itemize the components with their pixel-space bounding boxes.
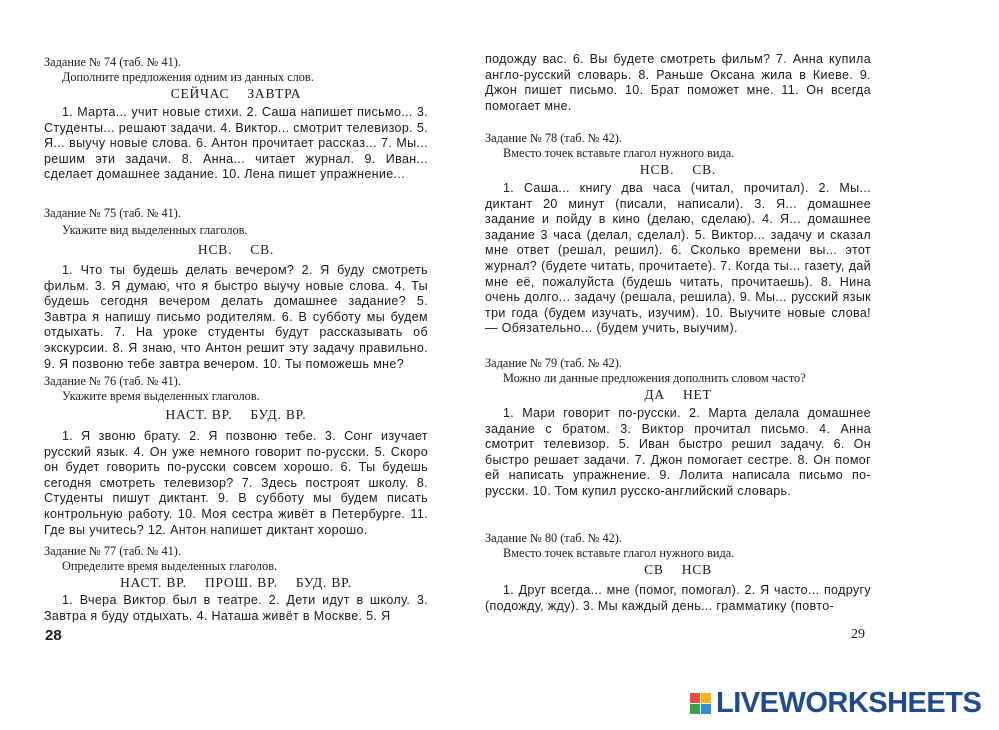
page-number-left: 28 [45,627,62,644]
option-words [44,406,428,423]
option-word: ДА [644,387,665,402]
option-word: НАСТ. ВР. [120,575,187,590]
option-words [44,574,428,591]
option-word: СВ. [692,162,717,177]
exercise-header: Задание № 77 (таб. № 41). [44,544,181,558]
right-page [485,0,871,650]
option-word: ЗАВТРА [247,86,302,101]
left-page [44,0,428,650]
exercise-header: Задание № 74 (таб. № 41). [44,55,181,69]
logo-square [701,704,711,714]
exercise-74 [44,54,428,183]
option-word: БУД. ВР. [295,575,352,590]
exercise-instruction: Дополните предложения одним из данных слов. [62,70,314,84]
exercise-79 [485,355,871,500]
option-words [485,561,871,578]
exercise-header: Задание № 78 (таб. № 42). [485,131,622,145]
option-word: СВ. [250,242,275,257]
option-word: НСВ. [639,162,675,177]
exercise-instruction: Вместо точек вставьте глагол нужного вида. [503,146,735,160]
exercise-instruction: Определите время выделенных глаголов. [62,559,278,573]
exercise-text: 1. Я звоню брату. 2. Я позвоню тебе. 3. Сонг изучает русский язык. 4. Он уже немного говорит по-русски. 5. Скоро он будет говорить по-русски совсем хорошо. 6. Ты будешь сегодня смотреть телевизор? 7. Здесь построят школу. 8. Студенты пишут диктант. 9. В субботу мы будем писать контрольную работу. 10. Моя сестра живёт в Петербурге. 11. Где вы учитесь? 12. Антон напишет диктант хорошо. [44,429,428,537]
exercise-header: Задание № 80 (таб. № 42). [485,531,622,545]
exercise-78 [485,130,871,337]
exercise-text: 1. Мари говорит по-русски. 2. Марта делала домашнее задание с братом. 3. Виктор прочитал письмо. 4. Анна смотрит телевизор. 5. Иван быстро решил задачу. 6. Он быстро решает задачи. 7. Джон помогает сестре. 8. Он помог ей написать упражнение. 9. Лолита написала письмо по-русски. 10. Том купил русско-английский словарь. [485,406,871,498]
exercise-text: 1. Вчера Виктор был в театре. 2. Дети идут в школу. 3. Завтра я буду отдыхать. 4. Наташа живёт в Москве. 5. Я [44,593,428,623]
exercise-76 [44,373,428,538]
option-words [485,161,871,178]
exercise-75 [44,205,428,372]
exercise-header: Задание № 76 (таб. № 41). [44,374,181,388]
option-word: БУД. ВР. [250,407,307,422]
option-word: ПРОШ. ВР. [204,575,278,590]
liveworksheets-logo-icon [690,693,711,714]
exercise-text: 1. Саша... книгу два часа (читал, прочитал). 2. Мы... диктант 20 минут (писали, написали). 3. Я... домашнее задание и пойду в кино (делаю, сделаю). 4. Я... домашнее задание 3 часа (делал, сделал). 5. Виктор... задачу и сказал мне ответ (решал, решил). 6. Сколько времени вы... этот журнал? (будете читать, прочитаете). 7. Когда ты... газету, дай мне её, пожалуйста (будешь читать, прочитаешь). 8. Нина очень долго... задачу (решала, решила). 9. Мы... русский язык три года (будем изучать, изучим). 10. Выучите новые слова! — Обязательно... (будем учить, выучим). [485,181,871,336]
exercise-text: 1. Друг всегда... мне (помог, помогал). 2. Я часто... подругу (подожду, жду). 3. Мы каждый день... грамматику (повто- [485,583,871,613]
option-words [485,386,871,403]
exercise-header: Задание № 75 (таб. № 41). [44,206,181,220]
option-word: СЕЙЧАС [170,86,230,101]
option-words [44,241,428,258]
exercise-text: 1. Марта... учит новые стихи. 2. Саша напишет письмо... 3. Студенты... решают задачи. 4. Виктор... смотрит телевизор. 5. Я... выучу новые слова. 6. Антон прочитает рассказ... 7. Мы... решим эти задачи. 8. Анна... читает журнал. 9. Иван... сделает домашнее задание. 10. Лена пишет упражнение... [44,105,428,182]
continuation-text: подожду вас. 6. Вы будете смотреть фильм? 7. Анна купила англо-русский словарь. 8. Раньше Оксана жила в Киеве. 9. Джон пишет письмо. 10. Брат поможет мне. 11. Он всегда помогает мне. [485,52,871,113]
option-word: СВ [644,562,664,577]
logo-square [690,704,700,714]
option-word: НСВ. [197,242,233,257]
page-number-right: 29 [851,627,865,642]
exercise-80 [485,530,871,614]
exercise-instruction: Можно ли данные предложения дополнить словом часто? [503,371,806,385]
option-word: НСВ [681,562,712,577]
liveworksheets-logo-text: LIVEWORKSHEETS [716,686,982,719]
logo-square [701,693,711,703]
option-word: НАСТ. ВР. [165,407,233,422]
exercise-instruction: Укажите вид выделенных глаголов. [62,223,248,237]
exercise-77 [44,543,428,624]
option-words [44,85,428,102]
exercise-instruction: Укажите время выделенных глаголов. [62,389,260,403]
logo-square [690,693,700,703]
liveworksheets-logo [690,688,981,718]
exercise-header: Задание № 79 (таб. № 42). [485,356,622,370]
option-word: НЕТ [682,387,712,402]
exercise-instruction: Вместо точек вставьте глагол нужного вида. [503,546,735,560]
exercise-text: 1. Что ты будешь делать вечером? 2. Я буду смотреть фильм. 3. Я думаю, что я быстро выучу новые слова. 4. Ты будешь сегодня вечером делать домашнее задание? 5. Завтра я напишу письмо родителям. 6. В субботу мы будем отдыхать. 7. На уроке студенты будут рассказывать об экскурсии. 8. Я знаю, что Антон решит эту задачу правильно. 9. Я позвоню тебе завтра вечером. 10. Ты поможешь мне? [44,263,428,371]
